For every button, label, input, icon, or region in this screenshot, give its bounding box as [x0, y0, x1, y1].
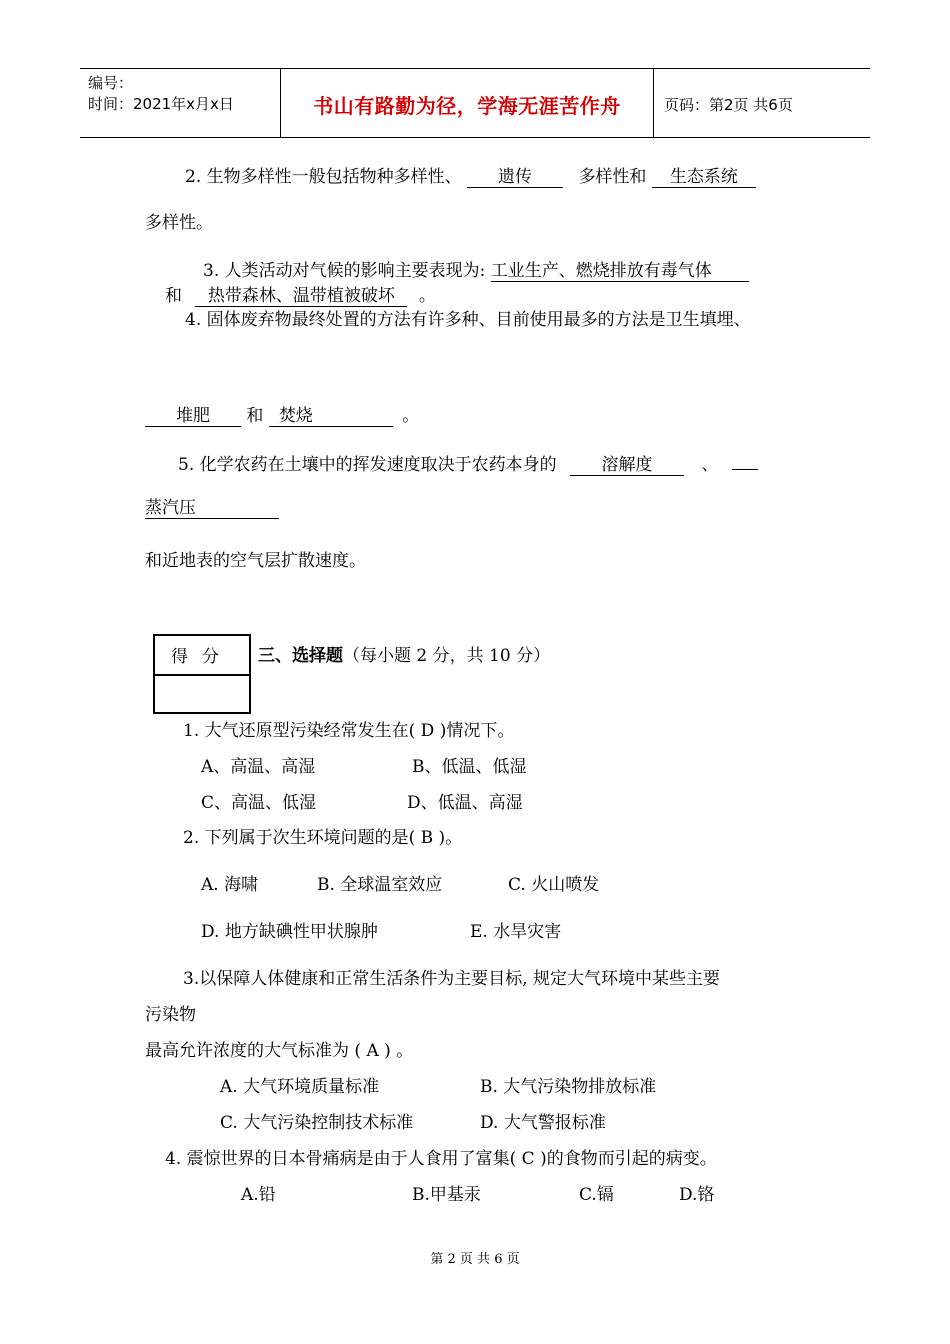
fill-q2-end: 多样性。: [145, 213, 213, 233]
choice-q2-option-a: A. 海啸: [201, 875, 259, 895]
fill-q5-line2: [145, 498, 279, 519]
fill-q4-end: 。: [402, 406, 420, 426]
header-meta-cell: [80, 69, 281, 137]
choice-q3-option-c: C. 大气污染控制技术标准: [220, 1113, 414, 1133]
choice-q4-option-d: D.铬: [679, 1185, 715, 1205]
fill-q4-and: 和: [246, 406, 264, 426]
fill-q5-end: 和近地表的空气层扩散速度。: [145, 551, 366, 571]
fill-q5-answer-1: 溶解度: [570, 455, 684, 476]
choice-q1-option-c: C、高温、低湿: [201, 793, 317, 813]
choice-q4-option-c: C.镉: [579, 1185, 614, 1205]
choice-q3-option-d: D. 大气警报标准: [480, 1113, 606, 1133]
fill-q5-text: 5. 化学农药在土壤中的挥发速度取决于农药本身的: [178, 455, 557, 475]
fill-q4-text: 4. 固体废弃物最终处置的方法有许多种、目前使用最多的方法是卫生填埋、: [185, 310, 751, 330]
page-info: 页码：第2页 共6页: [664, 96, 793, 114]
choice-q3-line1: 3.以保障人体健康和正常生活条件为主要目标, 规定大气环境中某些主要: [183, 969, 721, 989]
fill-q2-mid: 多样性和: [578, 167, 647, 187]
fill-q5-line: [178, 450, 758, 476]
fill-q4-answer-2: 焚烧: [269, 406, 393, 427]
score-box: [153, 634, 251, 714]
choice-q1-option-b: B、低温、低湿: [412, 757, 527, 777]
fill-q2-answer-1: 遗传: [467, 167, 563, 188]
section3-heading: [258, 641, 550, 666]
fill-q5-blank-start: [732, 469, 758, 470]
header-page-cell: [654, 69, 870, 137]
choice-q3-line3: 最高允许浓度的大气标准为 ( A ) 。: [145, 1041, 414, 1061]
page-footer: 第 2 页 共 6 页: [430, 1252, 520, 1267]
choice-q2-option-c: C. 火山喷发: [508, 875, 600, 895]
header-motto-cell: [281, 69, 654, 137]
score-divider: [155, 674, 249, 676]
fill-q3-line: [203, 256, 749, 282]
choice-q4: 4. 震惊世界的日本骨痛病是由于人食用了富集( C )的食物而引起的病变。: [165, 1149, 717, 1169]
fill-q3-line2: [165, 281, 436, 307]
choice-q4-option-a: A.铅: [241, 1185, 276, 1205]
choice-q1: 1. 大气还原型污染经常发生在( D )情况下。: [183, 721, 515, 741]
fill-q3-and: 和: [165, 286, 182, 306]
choice-q4-option-b: B.甲基汞: [412, 1185, 481, 1205]
time-label: 时间：2021年x月x日: [88, 95, 234, 113]
choice-q2-option-b: B. 全球温室效应: [317, 875, 443, 895]
fill-q3-text: 3. 人类活动对气候的影响主要表现为:: [203, 261, 486, 281]
number-label: 编号：: [88, 74, 134, 92]
choice-q3-option-a: A. 大气环境质量标准: [220, 1077, 380, 1097]
choice-q2-option-d: D. 地方缺碘性甲状腺肿: [201, 922, 378, 942]
choice-q2: 2. 下列属于次生环境问题的是( B )。: [183, 828, 463, 848]
fill-q5-answer-2: 蒸汽压: [145, 498, 279, 519]
fill-q4-line2: [145, 401, 419, 427]
fill-q2-line: [185, 162, 756, 188]
fill-q2-text: 2. 生物多样性一般包括物种多样性、: [185, 167, 462, 187]
header-table: [80, 68, 870, 138]
fill-q3-answer-1: 工业生产、燃烧排放有毒气体: [491, 261, 749, 282]
section3-title: 三、选择题: [258, 646, 343, 666]
section3-note: （每小题 2 分，共 10 分）: [343, 646, 551, 666]
choice-q1-option-d: D、低温、高湿: [407, 793, 523, 813]
choice-q3-line2: 污染物: [145, 1005, 196, 1025]
fill-q3-answer-2: 热带森林、温带植被破坏: [195, 286, 407, 307]
choice-q1-option-a: A、高温、高湿: [201, 757, 316, 777]
fill-q3-end: 。: [418, 286, 436, 306]
choice-q3-option-b: B. 大气污染物排放标准: [480, 1077, 657, 1097]
score-label: 得分: [171, 647, 233, 667]
motto: 书山有路勤为径，学海无涯苦作舟: [313, 94, 621, 118]
fill-q2-answer-2: 生态系统: [652, 167, 756, 188]
fill-q4-answer-1: 堆肥: [145, 406, 241, 427]
fill-q5-sep: 、: [701, 455, 719, 475]
choice-q2-option-e: E. 水旱灾害: [470, 922, 562, 942]
